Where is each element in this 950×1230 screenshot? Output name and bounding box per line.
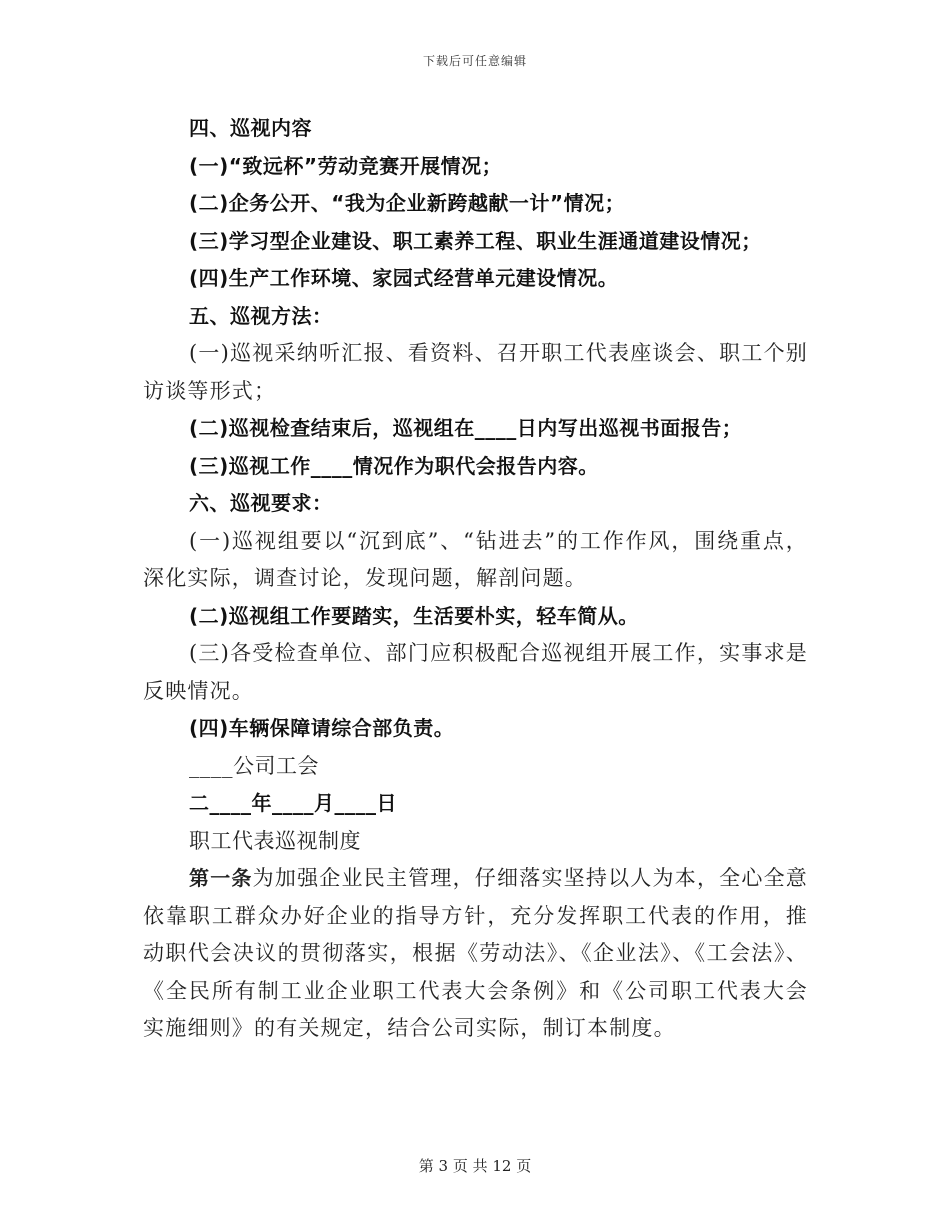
article-1-lead: 第一条 bbox=[189, 866, 253, 890]
document-body bbox=[143, 110, 808, 1048]
method-item-2: (二)巡视检查结束后，巡视组在____日内写出巡视书面报告； bbox=[189, 416, 743, 440]
method-item-3: (三)巡视工作____情况作为职代会报告内容。 bbox=[189, 453, 599, 478]
method-item-1: (一)巡视采纳听汇报、看资料、召开职工代表座谈会、职工个别访谈等形式； bbox=[143, 341, 808, 403]
signature-date: 二____年____月____日 bbox=[189, 791, 397, 815]
page-header-note: 下载后可任意编辑 bbox=[422, 54, 527, 68]
document-title: 职工代表巡视制度 bbox=[189, 828, 361, 853]
section-heading-content: 四、巡视内容 bbox=[189, 116, 312, 140]
section-heading-requirements: 六、巡视要求： bbox=[189, 491, 333, 515]
requirement-item-2: (二)巡视组工作要踏实，生活要朴实，轻车简从。 bbox=[189, 603, 639, 628]
content-item-1: (一)“致远杯”劳动竞赛开展情况； bbox=[189, 153, 503, 178]
content-item-2: (二)企务公开、“我为企业新跨越献一计”情况； bbox=[189, 191, 626, 215]
article-1-text: 为加强企业民主管理，仔细落实坚持以人为本，全心全意依靠职工群众办好企业的指导方针，充分发挥职工代表的作用，推动职代会决议的贯彻落实，根据《劳动法》、《企业法》、《工会法》、《全民所有制工业企业职工代表大会条例》和《公司职工代表大会实施细则》的有关规定，结合公司实际，制订本制度。 bbox=[143, 866, 809, 1040]
signature-org: ____公司工会 bbox=[189, 753, 319, 778]
page-number: 第 3 页 共 12 页 bbox=[418, 1157, 532, 1175]
content-item-3: (三)学习型企业建设、职工素养工程、职业生涯通道建设情况； bbox=[189, 228, 762, 253]
requirement-item-4: (四)车辆保障请综合部负责。 bbox=[189, 716, 455, 740]
article-1 bbox=[143, 860, 808, 1048]
section-heading-method: 五、巡视方法： bbox=[189, 303, 333, 328]
content-item-4: (四)生产工作环境、家园式经营单元建设情况。 bbox=[189, 266, 619, 290]
requirement-item-3: (三)各受检查单位、部门应积极配合巡视组开展工作，实事求是反映情况。 bbox=[143, 641, 808, 703]
requirement-item-1: (一)巡视组要以“沉到底”、“钻进去”的工作作风，围绕重点，深化实际，调查讨论，发现问题，解剖问题。 bbox=[143, 528, 808, 590]
